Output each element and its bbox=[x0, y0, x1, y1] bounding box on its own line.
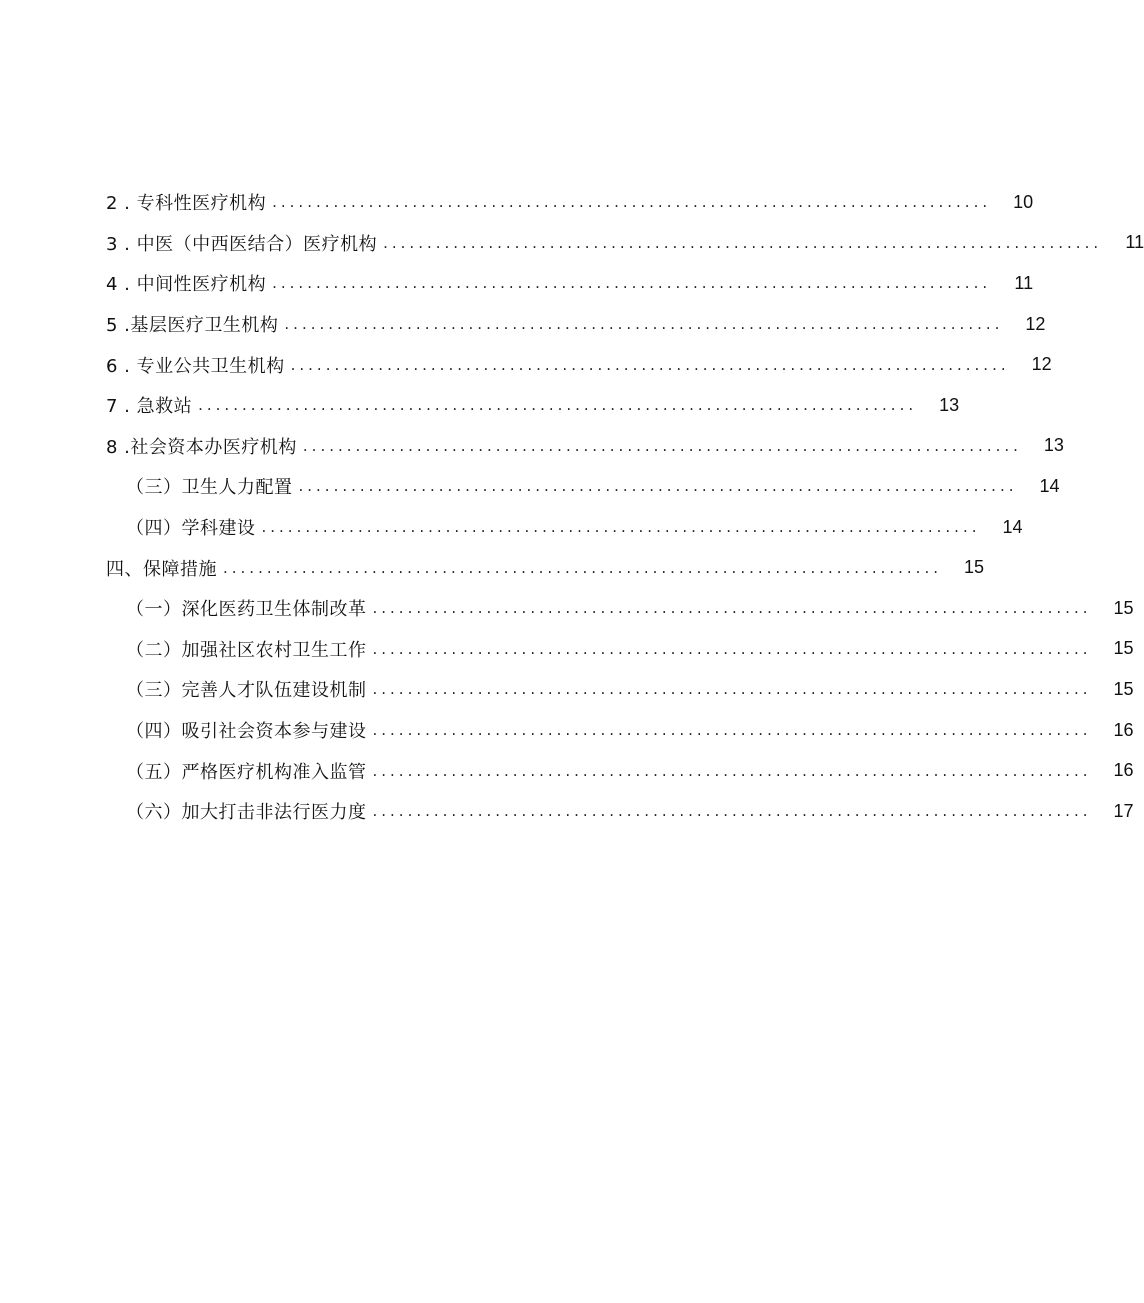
toc-page-number: 12 bbox=[1031, 354, 1052, 375]
toc-entry-label: （一）深化医药卫生体制改革 bbox=[126, 599, 367, 621]
toc-entry[interactable] bbox=[0, 629, 1134, 670]
toc-page-number: 15 bbox=[963, 557, 984, 578]
toc-page-number: 13 bbox=[1043, 435, 1064, 456]
toc-entry[interactable] bbox=[0, 223, 1144, 264]
toc-dot-leader: .................................................................................. bbox=[372, 721, 1092, 740]
toc-page-number: 11 bbox=[1125, 232, 1144, 253]
toc-page-number: 17 bbox=[1113, 800, 1134, 821]
toc-entry-label: （三）卫生人力配置 bbox=[126, 477, 293, 499]
toc-dot-leader: .................................................................................. bbox=[284, 315, 1004, 334]
toc-entry[interactable] bbox=[0, 263, 1034, 304]
toc-dot-leader: .................................................................................. bbox=[198, 396, 918, 415]
toc-page-number: 14 bbox=[1039, 475, 1060, 496]
toc-entry[interactable] bbox=[0, 182, 1034, 223]
toc-page-number: 16 bbox=[1113, 719, 1134, 740]
toc-dot-leader: .................................................................................. bbox=[372, 802, 1092, 821]
toc-entry-label: （三）完善人才队伍建设机制 bbox=[126, 680, 367, 702]
toc-dot-leader: .................................................................................. bbox=[298, 477, 1018, 496]
toc-dot-leader: .................................................................................. bbox=[261, 518, 981, 537]
toc-entry[interactable] bbox=[0, 507, 1023, 548]
toc-entry-label: （四）学科建设 bbox=[126, 518, 256, 540]
toc-entry-label: 5 .基层医疗卫生机构 bbox=[106, 315, 279, 337]
toc-entry[interactable] bbox=[0, 426, 1064, 467]
toc-entry[interactable] bbox=[0, 710, 1134, 751]
toc-entry[interactable] bbox=[0, 750, 1134, 791]
toc-page-number: 13 bbox=[939, 394, 960, 415]
toc-entry-label: （四）吸引社会资本参与建设 bbox=[126, 721, 367, 743]
toc-entry[interactable] bbox=[0, 304, 1046, 345]
toc-entry-label: （五）严格医疗机构准入监管 bbox=[126, 761, 367, 783]
toc-dot-leader: .................................................................................. bbox=[372, 680, 1092, 699]
toc-entry[interactable] bbox=[0, 385, 960, 426]
toc-entry-label: 4 . 中间性医疗机构 bbox=[106, 274, 267, 296]
toc-entry-label: （六）加大打击非法行医力度 bbox=[126, 802, 367, 824]
toc-dot-leader: .................................................................................. bbox=[302, 436, 1022, 455]
toc-dot-leader: .................................................................................. bbox=[372, 639, 1092, 658]
toc-entry[interactable] bbox=[0, 547, 984, 588]
toc-dot-leader: .................................................................................. bbox=[372, 599, 1092, 618]
toc-entry[interactable] bbox=[0, 344, 1052, 385]
toc-entry-label: 四、保障措施 bbox=[106, 558, 217, 580]
toc-entry-label: 6 . 专业公共卫生机构 bbox=[106, 355, 285, 377]
toc-entry-label: （二）加强社区农村卫生工作 bbox=[126, 639, 367, 661]
toc-dot-leader: .................................................................................. bbox=[290, 355, 1010, 374]
toc-dot-leader: .................................................................................. bbox=[372, 761, 1092, 780]
toc-dot-leader: .................................................................................. bbox=[272, 193, 992, 212]
toc-page-number: 12 bbox=[1025, 313, 1046, 334]
toc-entry[interactable] bbox=[0, 466, 1060, 507]
toc-entry[interactable] bbox=[0, 791, 1134, 832]
toc-page-number: 15 bbox=[1113, 638, 1134, 659]
toc-entry-label: 7 . 急救站 bbox=[106, 396, 193, 418]
toc-page-number: 10 bbox=[1013, 191, 1034, 212]
toc-entry[interactable] bbox=[0, 588, 1134, 629]
toc-dot-leader: .................................................................................. bbox=[223, 558, 942, 577]
table-of-contents bbox=[0, 182, 1144, 832]
toc-entry-label: 8 .社会资本办医疗机构 bbox=[106, 436, 297, 458]
toc-entry[interactable] bbox=[0, 669, 1134, 710]
toc-entry-label: 3 . 中医（中西医结合）医疗机构 bbox=[106, 233, 378, 255]
toc-dot-leader: .................................................................................. bbox=[272, 274, 992, 293]
toc-page-number: 16 bbox=[1113, 760, 1134, 781]
toc-page-number: 11 bbox=[1014, 272, 1034, 293]
toc-entry-label: 2 . 专科性医疗机构 bbox=[106, 193, 267, 215]
toc-page-number: 15 bbox=[1113, 597, 1134, 618]
toc-dot-leader: .................................................................................. bbox=[383, 233, 1103, 252]
toc-page-number: 14 bbox=[1002, 516, 1023, 537]
toc-page-number: 15 bbox=[1113, 678, 1134, 699]
